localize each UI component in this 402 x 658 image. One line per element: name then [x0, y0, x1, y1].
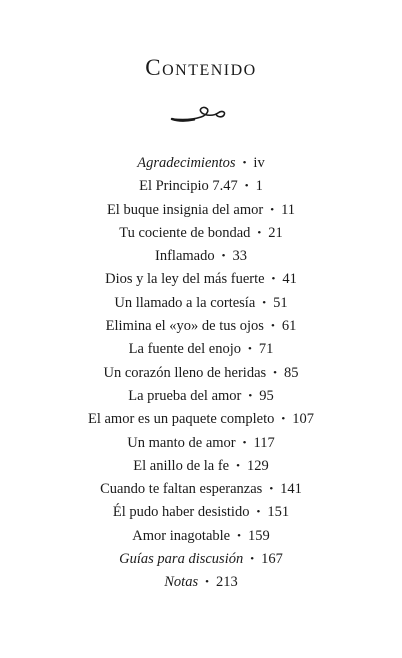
bullet-separator: • [221, 250, 226, 263]
bullet-separator: • [248, 389, 253, 402]
toc-entry-page-number: 151 [267, 504, 290, 521]
toc-entry-page-number: 107 [292, 411, 315, 428]
bullet-separator: • [256, 506, 261, 519]
bullet-separator: • [262, 296, 267, 309]
toc-entry-title: Elimina el «yo» de tus ojos [105, 318, 264, 335]
toc-entry[interactable] [0, 245, 402, 268]
toc-entry-title: Guías para discusión [119, 551, 244, 568]
toc-entry-page-number: 159 [247, 527, 270, 544]
toc-entry-page-number: 41 [282, 271, 297, 288]
toc-entry[interactable] [0, 222, 402, 245]
toc-entry-title: Amor inagotable [132, 527, 231, 544]
toc-entry-page-number: 129 [246, 457, 269, 474]
toc-entry[interactable] [0, 571, 402, 594]
swirl-ornament-icon [170, 100, 232, 126]
toc-entry[interactable] [0, 268, 402, 291]
toc-entry-page-number: 85 [284, 364, 299, 381]
toc-entry[interactable] [0, 362, 402, 385]
toc-entry-page-number: 1 [255, 178, 263, 195]
toc-entry-title: Un llamado a la cortesía [114, 294, 256, 311]
toc-entry-page-number: 213 [215, 574, 238, 591]
bullet-separator: • [205, 576, 209, 589]
toc-entry-page-number: 167 [261, 551, 283, 568]
toc-entry-page-number: 21 [268, 224, 283, 241]
bullet-separator: • [250, 553, 255, 566]
toc-entry-page-number: 71 [258, 341, 274, 358]
toc-entry[interactable] [0, 338, 402, 361]
bullet-separator: • [236, 459, 240, 472]
bullet-separator: • [271, 273, 276, 286]
toc-entry-title: Inflamado [155, 248, 215, 265]
bullet-separator: • [273, 366, 278, 379]
toc-entry[interactable] [0, 432, 402, 455]
toc-entry-page-number: 61 [281, 318, 297, 335]
bullet-separator: • [244, 180, 249, 193]
toc-entry-title: Dios y la ley del más fuerte [105, 271, 265, 288]
toc-entry-title: Un manto de amor [127, 434, 236, 451]
toc-entry[interactable] [0, 408, 402, 431]
toc-entry-page-number: 117 [253, 434, 275, 451]
toc-entry-page-number: 33 [232, 248, 247, 265]
bullet-separator: • [269, 483, 274, 496]
bullet-separator: • [237, 529, 241, 542]
bullet-separator: • [270, 203, 275, 216]
toc-entry-title: Cuando te faltan esperanzas [100, 481, 263, 498]
bullet-separator: • [247, 343, 252, 356]
toc-entry-title: El buque insignia del amor [106, 201, 264, 218]
bullet-separator: • [257, 226, 262, 239]
toc-entry-title: Él pudo haber desistido [112, 504, 250, 521]
toc-entry[interactable] [0, 455, 402, 478]
toc-entry[interactable] [0, 525, 402, 548]
toc-entry[interactable] [0, 152, 402, 175]
toc-entry[interactable] [0, 501, 402, 524]
toc-entry-title: Agradecimientos [137, 155, 236, 171]
bullet-separator: • [242, 436, 247, 449]
toc-entry-title: Tu cociente de bondad [119, 224, 251, 241]
bullet-separator: • [270, 320, 275, 333]
toc-entry[interactable] [0, 385, 402, 408]
toc-entry[interactable] [0, 478, 402, 501]
toc-entry-title: Un corazón lleno de heridas [103, 364, 267, 381]
toc-entry[interactable] [0, 548, 402, 571]
toc-entry[interactable] [0, 315, 402, 338]
toc-entry[interactable] [0, 175, 402, 198]
toc-entry-title: El amor es un paquete completo [87, 411, 275, 428]
toc-entry[interactable] [0, 292, 402, 315]
bullet-separator: • [281, 413, 286, 426]
toc-entry-title: Notas [164, 574, 199, 591]
toc-entry-title: El Principio 7.47 [139, 178, 238, 195]
toc-entry-page-number: 51 [273, 294, 288, 311]
toc-entry-title: La fuente del enojo [128, 341, 241, 358]
toc-entry-page-number: 95 [259, 387, 274, 404]
page-title: Contenido [145, 55, 257, 80]
toc-entry-page-number: 141 [280, 481, 302, 498]
toc-entry-title: La prueba del amor [128, 387, 242, 404]
toc-entry-title: El anillo de la fe [133, 457, 230, 474]
toc-entry-page-number: 11 [281, 201, 296, 218]
table-of-contents [0, 152, 402, 595]
toc-entry-page-number: iv [253, 155, 265, 171]
toc-entry[interactable] [0, 199, 402, 222]
bullet-separator: • [242, 157, 247, 169]
